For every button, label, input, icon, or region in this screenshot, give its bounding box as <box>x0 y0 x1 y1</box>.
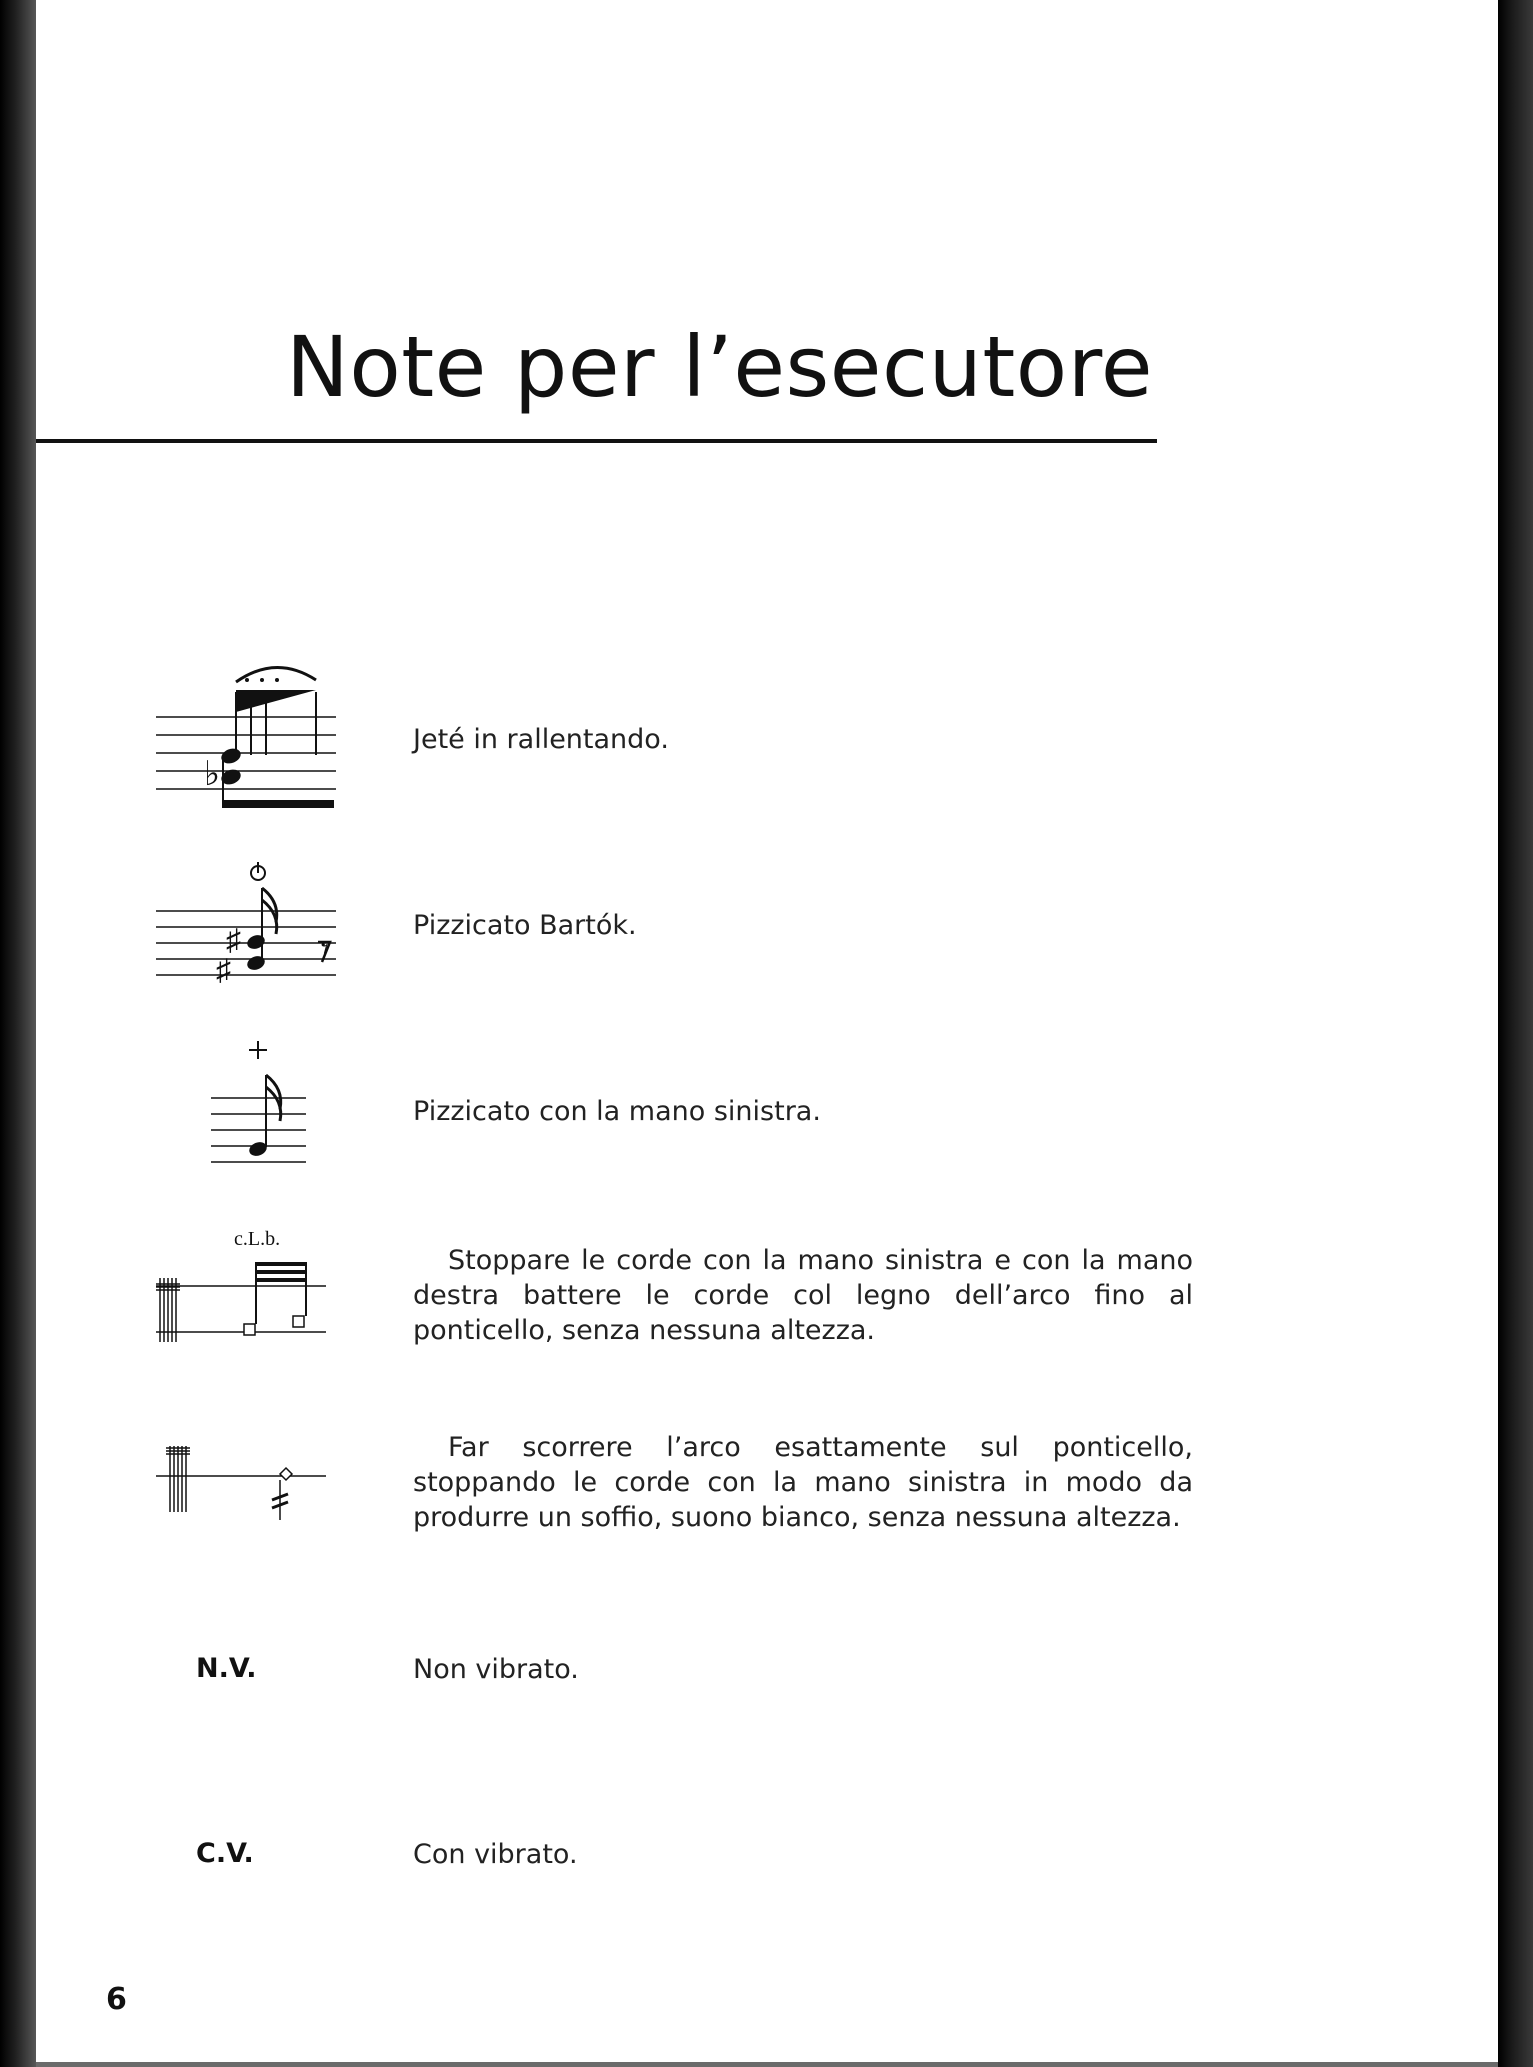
left-hand-pizzicato-notation-icon <box>146 1035 346 1185</box>
item-5-description: Far scorrere l’arco esattamente sul ponticello, stoppando le corde con la mano sinistra in modo da produrre un soffio, suono bianco, senza nessuna altezza. <box>413 1432 1193 1533</box>
page-number: 6 <box>106 1982 127 2017</box>
bartok-pizzicato-notation-icon <box>146 850 346 1000</box>
item-6-description: Non vibrato. <box>413 1654 579 1685</box>
non-vibrato-abbreviation: N.V. <box>196 1653 257 1684</box>
item-2-description: Pizzicato Bartók. <box>413 910 637 941</box>
svg-text:♯: ♯ <box>216 954 231 987</box>
svg-text:♭: ♭ <box>204 756 221 793</box>
jete-notation-icon <box>146 660 346 820</box>
page-title: Note per l’esecutore <box>286 318 1154 416</box>
svg-text:𝄾: 𝄾 <box>321 934 329 965</box>
con-vibrato-abbreviation: C.V. <box>196 1838 254 1869</box>
page-shadow-left <box>0 0 36 2067</box>
item-4-description: Stoppare le corde con la mano sinistra e con la mano destra battere le corde col legno dell’arco fino al ponticello, senza nessuna altezza. <box>413 1245 1193 1346</box>
item-7-description: Con vibrato. <box>413 1839 578 1870</box>
svg-text:♯: ♯ <box>226 924 241 957</box>
item-1-description: Jeté in rallentando. <box>413 724 669 755</box>
title-divider <box>36 439 1157 443</box>
bow-on-bridge-notation-icon <box>146 1420 346 1530</box>
col-legno-battuto-notation-icon <box>146 1220 346 1350</box>
page-shadow-right <box>1498 0 1533 2067</box>
document-page <box>36 0 1498 2062</box>
clb-label: c.L.b. <box>234 1228 281 1250</box>
item-3-description: Pizzicato con la mano sinistra. <box>413 1096 821 1127</box>
